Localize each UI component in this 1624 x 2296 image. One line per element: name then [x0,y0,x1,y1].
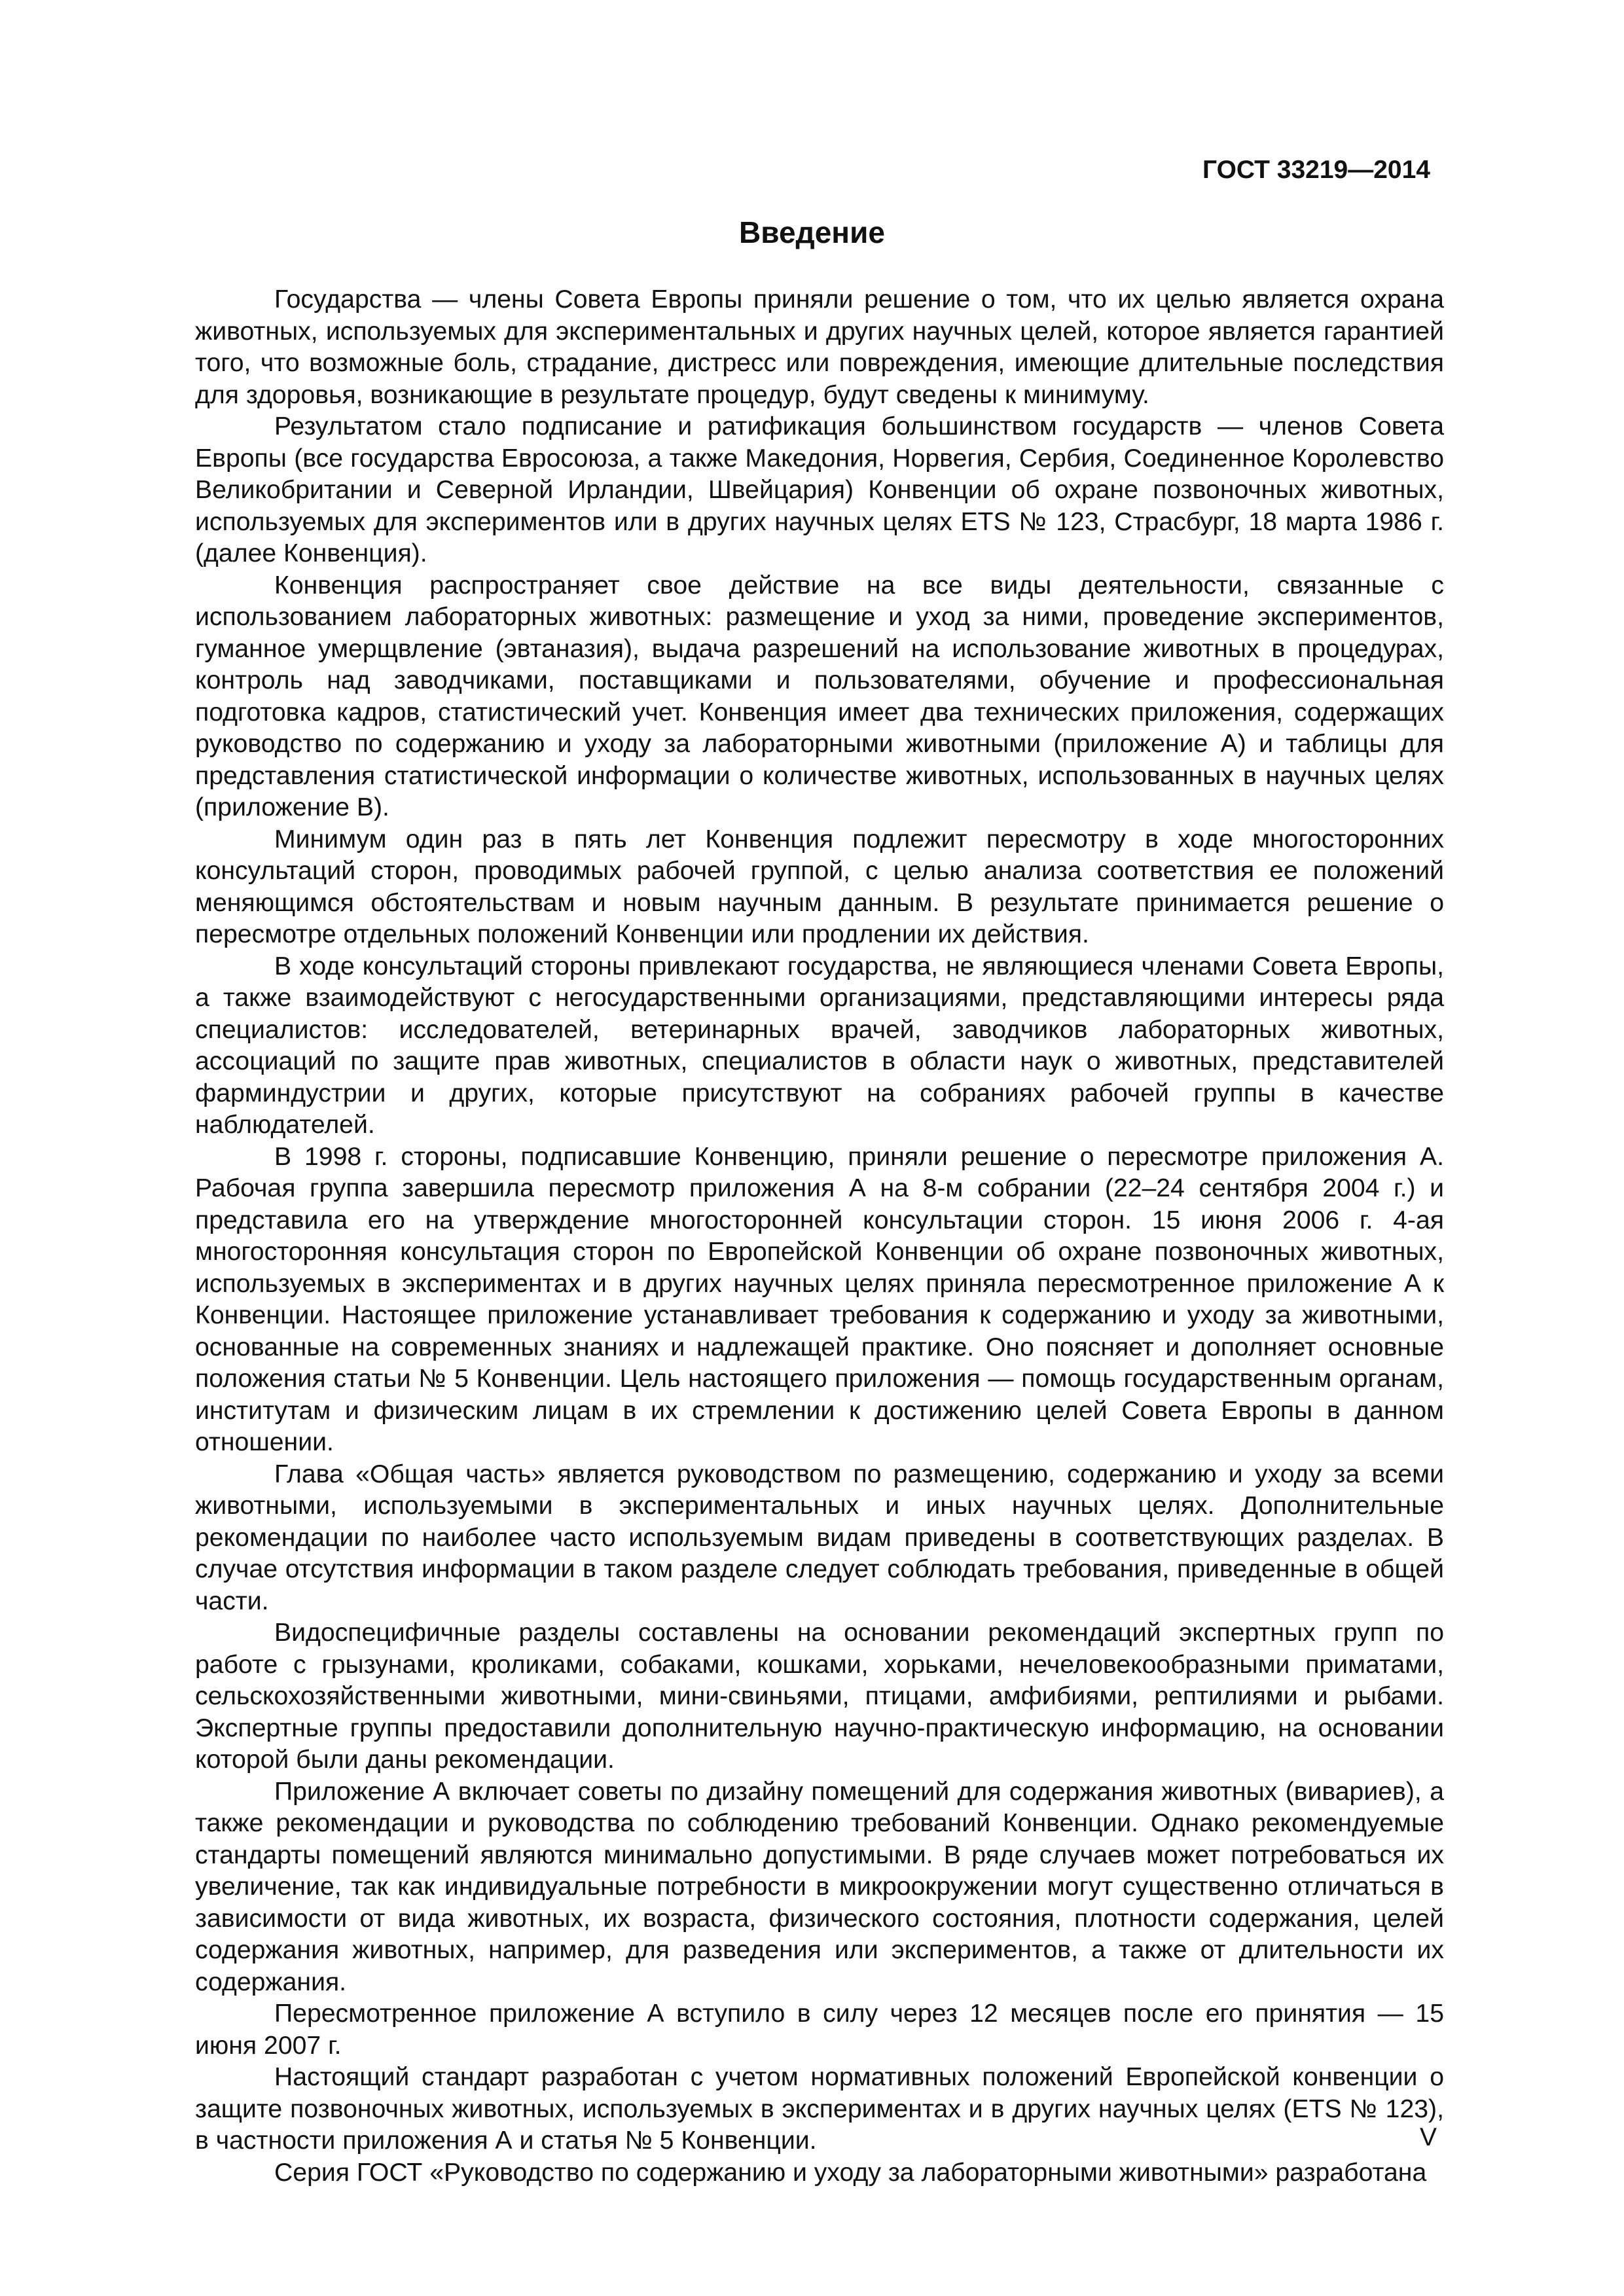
document-code: ГОСТ 33219—2014 [1202,156,1430,184]
paragraph: Государства — члены Совета Европы приняли решение о том, что их целью является охрана животных, используемых для экспериментальных и других научных целей, которое является гарантией того, что возможные боль, страдание, дистресс или повреждения, имеющие длительные последствия для здоровья, возникающие в результате процедур, будут сведены к минимуму. [195,285,1444,409]
paragraph: Глава «Общая часть» является руководством по размещению, содержанию и уходу за всеми животными, используемыми в экспериментальных и иных научных целях. Дополнительные рекомендации по наиболее часто используемым видам приведены в соответствующих разделах. В случае отсутствия информации в таком разделе следует соблюдать требования, приведенные в общей части. [195,1460,1444,1615]
paragraph: Результатом стало подписание и ратификация большинством государств — членов Совета Европы (все государства Евросоюза, а также Македония, Норвегия, Сербия, Соединенное Королевство Великобритании и Северной Ирландии, Швейцария) Конвенции об охране позвоночных животных, используемых для экспериментов или в других научных целях ETS № 123, Страсбург, 18 марта 1986 г. (далее Конвенция). [195,412,1444,567]
paragraph: Пересмотренное приложение А вступило в силу через 12 месяцев после его принятия — 15 июня 2007 г. [195,2000,1444,2060]
paragraph: Настоящий стандарт разработан с учетом нормативных положений Европейской конвенции о защите позвоночных животных, используемых в экспериментах и в других научных целях (ETS № 123), в частности приложения А и статья № 5 Конвенции. [195,2063,1444,2155]
paragraph: Серия ГОСТ «Руководство по содержанию и уходу за лабораторными животными» разработана [274,2158,1427,2187]
page-number: V [1419,2123,1437,2151]
paragraph: В 1998 г. стороны, подписавшие Конвенцию, приняли решение о пересмотре приложения А. Рабочая группа завершила пересмотр приложения А на 8-м собрании (22–24 сентября 2004 г.) и представила его на утверждение многосторонней консультации сторон. 15 июня 2006 г. 4-ая многосторонняя консультация сторон по Европейской Конвенции об охране позвоночных животных, используемых в экспериментах и в других научных целях приняла пересмотренное приложение А к Конвенции. Настоящее приложение устанавливает требования к содержанию и уходу за животными, основанные на современных знаниях и надлежащей практике. Оно поясняет и дополняет основные положения статьи № 5 Конвенции. Цель настоящего приложения — помощь государственным органам, институтам и физическим лицам в их стремлении к достижению целей Совета Европы в данном отношении. [195,1142,1444,1456]
paragraph: Приложение А включает советы по дизайну помещений для содержания животных (вивариев), а также рекомендации и руководства по соблюдению требований Конвенции. Однако рекомендуемые стандарты помещений являются минимально допустимыми. В ряде случаев может потребоваться их увеличение, так как индивидуальные потребности в микроокружении могут существенно отличаться в зависимости от вида животных, их возраста, физического состояния, плотности содержания, целей содержания животных, например, для разведения или экспериментов, а также от длительности их содержания. [195,1777,1444,1996]
body-text [195,284,1444,2189]
paragraph: Видоспецифичные разделы составлены на основании рекомендаций экспертных групп по работе с грызунами, кроликами, собаками, кошками, хорьками, нечеловекообразными приматами, сельскохозяйственными животными, мини-свиньями, птицами, амфибиями, рептилиями и рыбами. Экспертные группы предоставили дополнительную научно-практическую информацию, на основании которой были даны рекомендации. [195,1619,1444,1774]
paragraph: Конвенция распространяет свое действие на все виды деятельности, связанные с использованием лабораторных животных: размещение и уход за ними, проведение экспериментов, гуманное умерщвление (эвтаназия), выдача разрешений на использование животных в процедурах, контроль над заводчиками, поставщиками и пользователями, обучение и профессиональная подготовка кадров, статистический учет. Конвенция имеет два технических приложения, содержащих руководство по содержанию и уходу за лабораторными животными (приложение А) и таблицы для представления статистической информации о количестве животных, использованных в научных целях (приложение В). [195,571,1444,821]
section-title: Введение [739,215,885,249]
paragraph: Минимум один раз в пять лет Конвенция подлежит пересмотру в ходе многосторонних консультаций сторон, проводимых рабочей группой, с целью анализа соответствия ее положений меняющимся обстоятельствам и новым научным данным. В результате принимается решение о пересмотре отдельных положений Конвенции или продлении их действия. [195,825,1444,948]
paragraph: В ходе консультаций стороны привлекают государства, не являющиеся членами Совета Европы, а также взаимодействуют с негосударственными организациями, представляющими интересы ряда специалистов: исследователей, ветеринарных врачей, заводчиков лабораторных животных, ассоциаций по защите прав животных, специалистов в области наук о животных, представителей фарминдустрии и других, которые присутствуют на собраниях рабочей группы в качестве наблюдателей. [195,952,1444,1139]
